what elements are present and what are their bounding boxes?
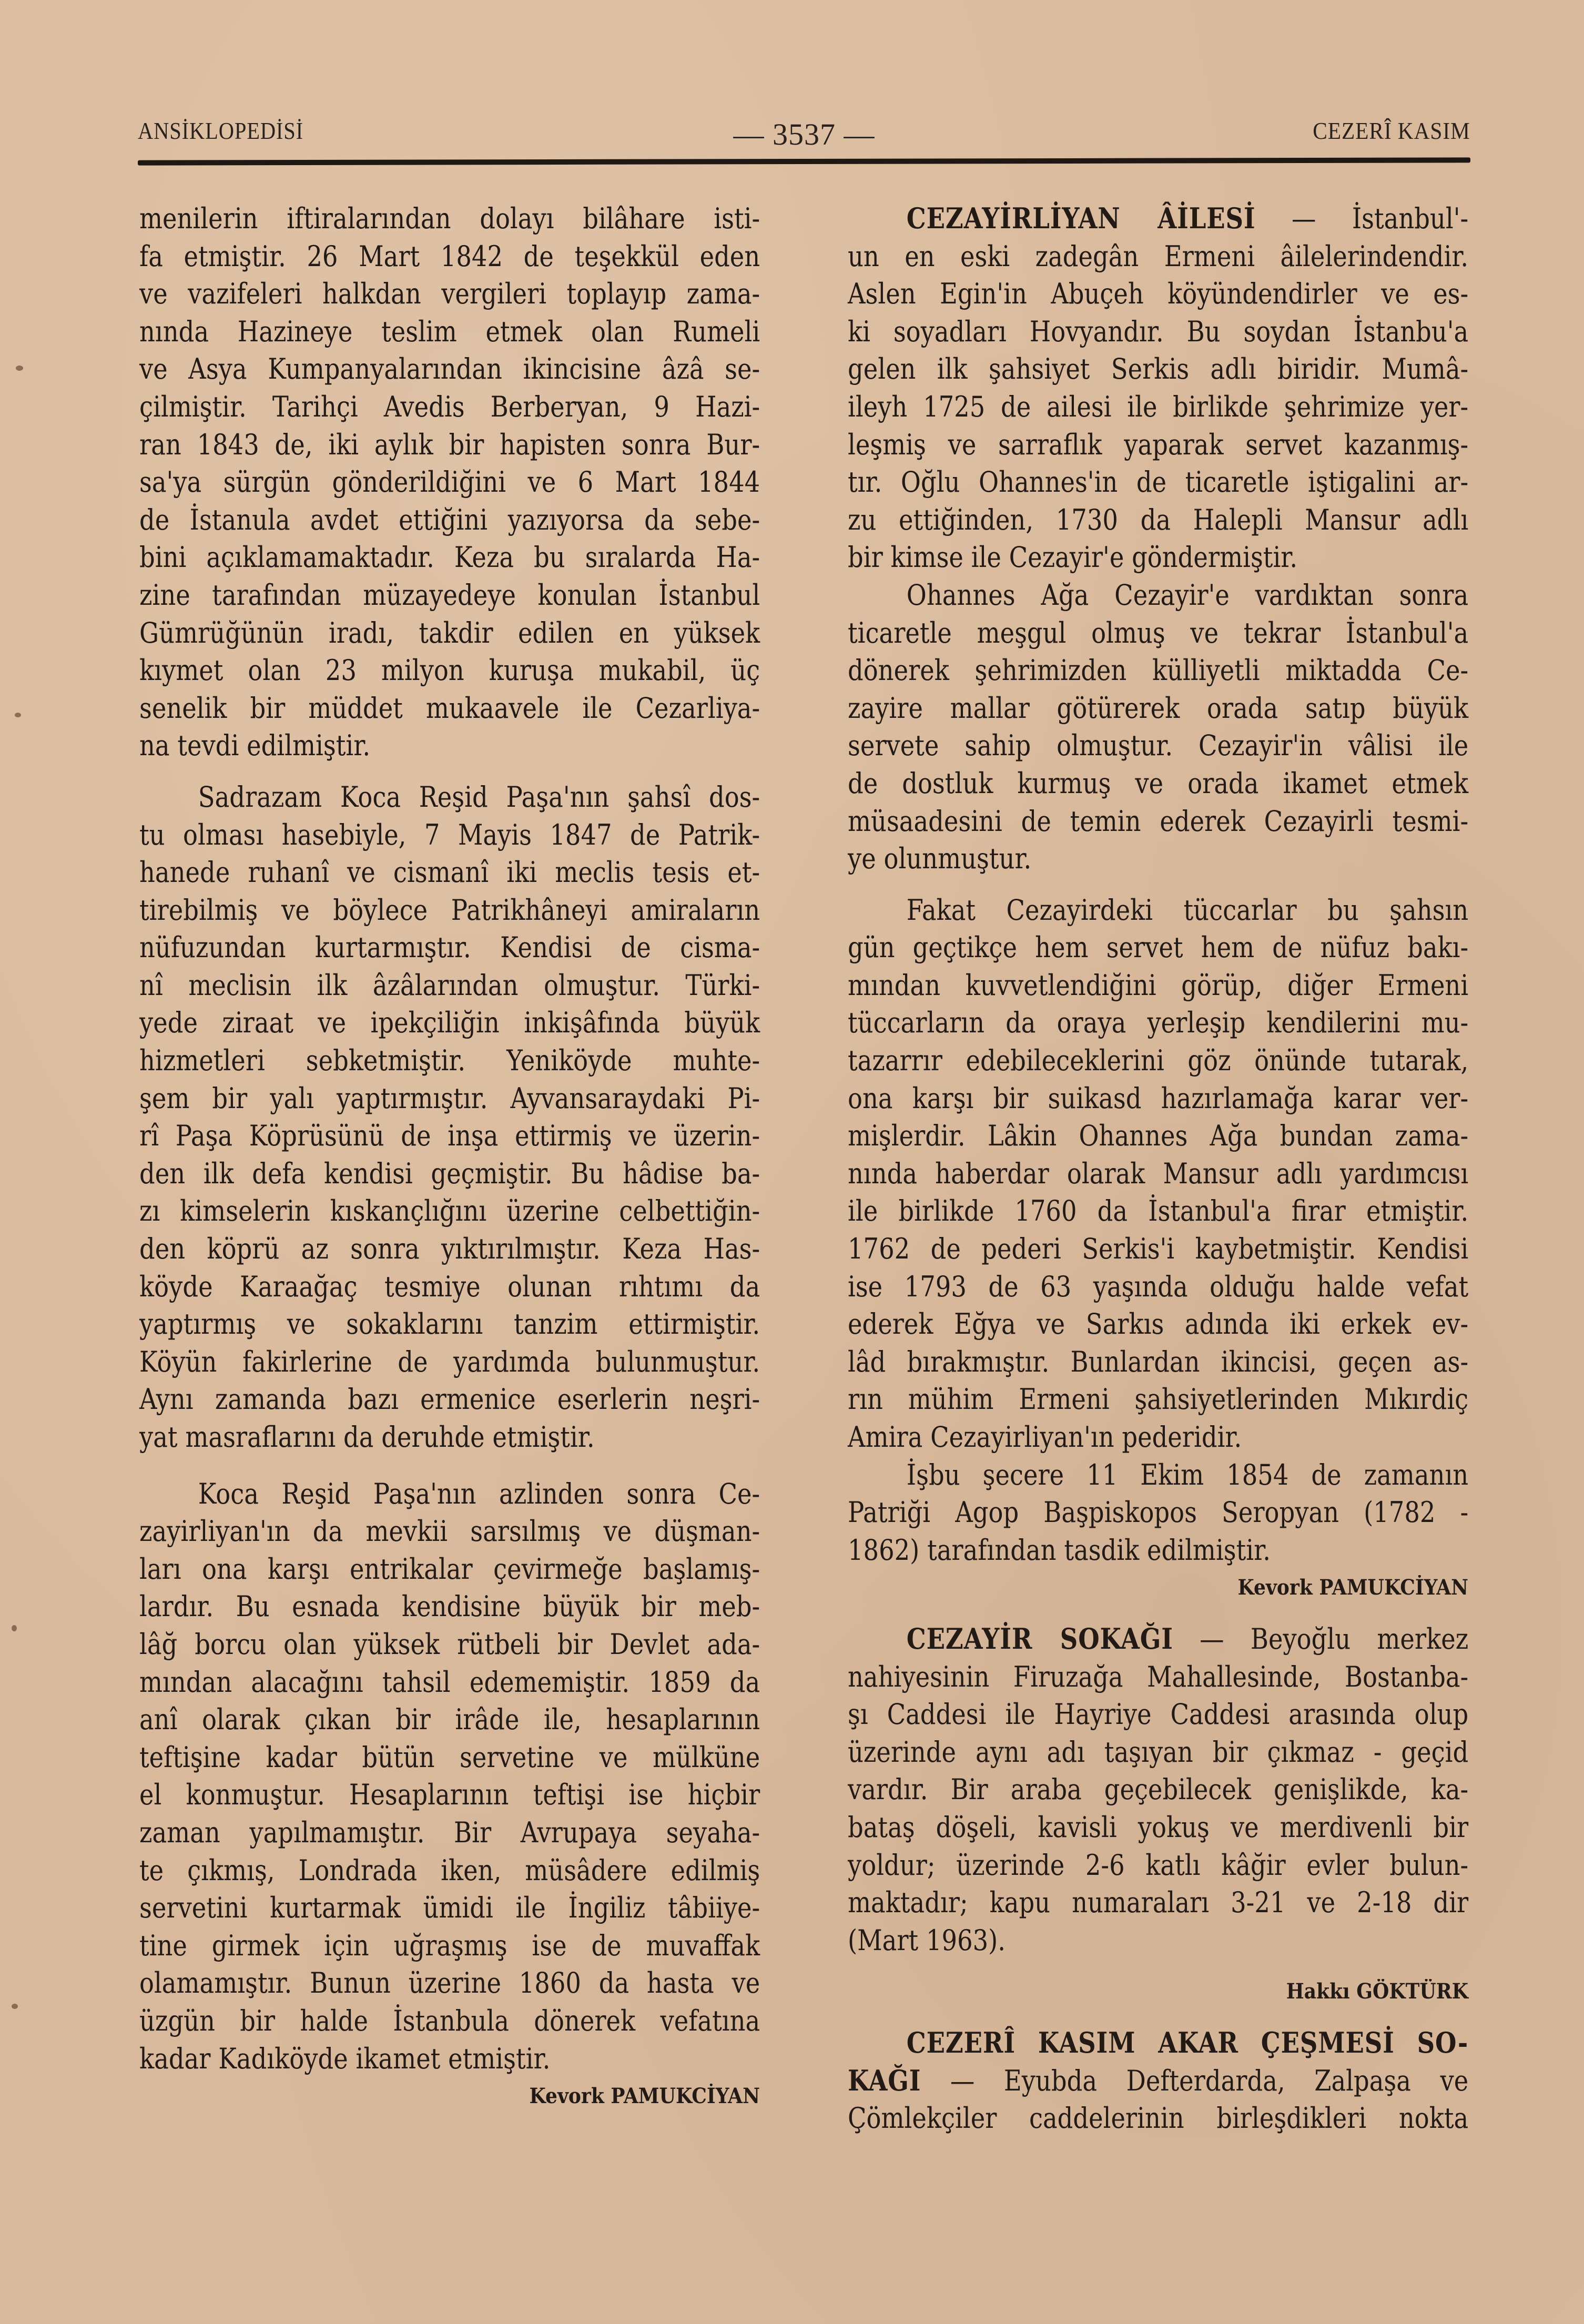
- entry-lead-text: — Beyoğlu merkez: [1200, 1622, 1469, 1656]
- text-line: çilmiştir. Tarihçi Avedis Berberyan, 9 Hazi-: [139, 390, 760, 423]
- text-line: ye olunmuştur.: [848, 842, 1032, 876]
- entry-term: CEZAYİRLİYAN ÂİLESİ: [906, 201, 1256, 235]
- text-line: ran 1843 de, iki aylık bir hapisten sonra Bur-: [139, 428, 760, 461]
- text-line: Koca Reşid Paşa'nın azlinden sonra Ce-: [198, 1477, 760, 1510]
- entry-term: KAĞI: [848, 2063, 921, 2097]
- text-line: zayire mallar götürerek orada satıp büyük: [848, 691, 1469, 725]
- text-line: tazarrır edebileceklerini göz önünde tutarak,: [848, 1044, 1469, 1078]
- text-line: den köprü az sonra yıktırılmıştır. Keza Has-: [139, 1232, 760, 1266]
- text-line: dönerek şehrimizden külliyetli miktadda Ce-: [848, 654, 1469, 687]
- text-line: bataş döşeli, kavisli yokuş ve merdivenli bir: [848, 1810, 1469, 1844]
- text-line: Çömlekçiler caddelerinin birleşdikleri nokta: [848, 2102, 1469, 2135]
- text-line: ile birlikde 1760 da İstanbul'a firar etmiştir.: [848, 1194, 1469, 1228]
- entry-gap: [848, 1607, 1468, 1620]
- text-line: Köyün fakirlerine de yardımda bulunmuştur.: [139, 1345, 760, 1378]
- text-line: köyde Karaağaç tesmiye olunan rıhtımı da: [139, 1270, 760, 1303]
- paragraph: [139, 1475, 760, 2078]
- text-line: nında Hazineye teslim etmek olan Rumeli: [139, 314, 760, 348]
- text-line: menilerin iftiralarından dolayı bilâhare isti-: [139, 202, 760, 235]
- text-line: un en eski zadegân Ermeni âilelerindendir.: [848, 239, 1469, 273]
- paragraph-gap: [848, 1959, 1468, 1973]
- text-line: (Mart 1963).: [848, 1923, 1006, 1957]
- text-line: ederek Eğya ve Sarkıs adında iki erkek ev-: [848, 1307, 1469, 1341]
- text-line: Fakat Cezayirdeki tüccarlar bu şahsın: [906, 893, 1469, 927]
- entry-first-line: [848, 2062, 1468, 2100]
- paper-speck: [12, 2004, 18, 2009]
- entry-cezeri-kasim-akar-cesmesi-sokagi: [848, 2024, 1468, 2137]
- text-line: ticaretle meşgul olmuş ve tekrar İstanbul'a: [848, 616, 1469, 649]
- paper-speck: [16, 366, 23, 371]
- text-line: tır. Oğlu Ohannes'in de ticaretle iştigalini ar-: [848, 465, 1469, 499]
- entry-lead-text: — Eyubda Defterdarda, Zalpaşa ve: [950, 2064, 1469, 2097]
- text-line: Aslen Egin'in Abuçeh köyündendirler ve es-: [848, 277, 1469, 311]
- paragraph-gap: [139, 765, 760, 778]
- text-line: olamamıştır. Bunun üzerine 1860 da hasta ve: [139, 1966, 760, 2000]
- text-line: yoldur; üzerinde 2-6 katlı kâğir evler bulun-: [848, 1848, 1469, 1882]
- text-line: ileyh 1725 de ailesi ile birlikde şehrimize yer-: [848, 390, 1469, 423]
- text-line: yat masraflarını da deruhde etmiştir.: [139, 1420, 595, 1454]
- text-line: nî meclisin ilk âzâlarından olmuştur. Türki-: [139, 968, 760, 1002]
- author-signature: Kevork PAMUKCİYAN: [1237, 1575, 1468, 1600]
- text-line: na tevdi edilmiştir.: [139, 729, 371, 763]
- page-number: — 3537 —: [733, 117, 875, 151]
- text-line: vardır. Bir araba geçebilecek genişlikde, ka-: [848, 1773, 1469, 1807]
- text-line: mişlerdir. Lâkin Ohannes Ağa bundan zama-: [848, 1119, 1469, 1153]
- text-line: bir kimse ile Cezayir'e göndermiştir.: [848, 541, 1298, 574]
- text-line: yede ziraat ve ipekçiliğin inkişâfında büyük: [139, 1006, 760, 1040]
- text-line: tüccarların da oraya yerleşip kendilerini mu-: [848, 1006, 1469, 1040]
- text-line: ise 1793 de 63 yaşında olduğu halde vefat: [848, 1270, 1469, 1303]
- text-line: el konmuştur. Hesaplarının teftişi ise hiçbir: [139, 1778, 760, 1812]
- paragraph-gap: [848, 878, 1468, 891]
- text-line: sa'ya sürgün gönderildiğini ve 6 Mart 1844: [139, 465, 760, 499]
- text-line: de dostluk kurmuş ve orada ikamet etmek: [848, 766, 1469, 800]
- text-line: den ilk defa kendisi geçmiştir. Bu hâdise ba-: [139, 1156, 760, 1190]
- text-line: leşmiş ve sarraflık yaparak servet kazanmış-: [848, 428, 1469, 461]
- text-line: servete sahip olmuştur. Cezayir'in vâlisi ile: [848, 729, 1469, 763]
- entry-cezayirliyan-ailesi: [848, 200, 1468, 1607]
- text-line: zayirliyan'ın da mevkii sarsılmış ve düşman-: [139, 1515, 760, 1548]
- text-line: lâğ borcu olan yüksek rütbeli bir Devlet ada-: [139, 1627, 760, 1661]
- entry-gap: [848, 2011, 1468, 2024]
- text-line: hanede ruhanî ve cismanî iki meclis tesis et-: [139, 856, 760, 889]
- text-line: Aynı zamanda bazı ermenice eserlerin neşri-: [139, 1383, 760, 1416]
- text-line: yaptırmış ve sokaklarını tanzim ettirmiştir.: [139, 1307, 760, 1341]
- right-column: [848, 200, 1468, 2137]
- author-signature: Kevork PAMUKCİYAN: [529, 2084, 760, 2109]
- text-line: rın mühim Ermeni şahsiyetlerinden Mıkırdiç: [848, 1383, 1469, 1416]
- paragraph: [139, 200, 760, 765]
- text-line: ları ona karşı entrikalar çevirmeğe başlamış-: [139, 1552, 760, 1586]
- text-line: üzerinde aynı adı taşıyan bir çıkmaz - geçid: [848, 1735, 1469, 1769]
- paper-speck: [15, 713, 21, 717]
- text-line: ve Asya Kumpanyalarından ikincisine âzâ se-: [139, 352, 760, 386]
- text-line: anî olarak çıkan bir irâde ile, hesaplarının: [139, 1703, 760, 1737]
- text-line: şem bir yalı yaptırmıştır. Ayvansaraydaki Pi-: [139, 1081, 760, 1115]
- text-line: tu olması hasebiyle, 7 Mayis 1847 de Patrik-: [139, 818, 760, 851]
- text-line: zu ettiğinden, 1730 da Halepli Mansur adlı: [848, 503, 1469, 536]
- text-line: ona karşı bir suikasd hazırlamağa karar ver-: [848, 1081, 1469, 1115]
- paper-speck: [12, 1625, 17, 1631]
- entry-term: CEZAYİR SOKAĞI: [906, 1621, 1173, 1656]
- entry-term: CEZERÎ KASIM AKAR ÇEŞMESİ SO-: [906, 2025, 1469, 2059]
- text-line: maktadır; kapu numaraları 3-21 ve 2-18 dir: [848, 1886, 1469, 1920]
- left-column: [139, 200, 760, 2115]
- text-line: Gümrüğünün iradı, takdir edilen en yüksek: [139, 616, 760, 649]
- text-line: gün geçtikçe hem servet hem de nüfuz bakı-: [848, 931, 1469, 965]
- entry-first-line: [848, 200, 1468, 238]
- text-line: tine girmek için uğraşmış ise de muvaffak: [139, 1929, 760, 1962]
- text-line: gelen ilk şahsiyet Serkis adlı biridir. Mumâ-: [848, 352, 1469, 386]
- text-line: bini açıklamamaktadır. Keza bu sıralarda Ha-: [139, 541, 760, 574]
- text-line: nında haberdar olarak Mansur adlı yardımcısı: [848, 1156, 1469, 1190]
- text-line: Sadrazam Koca Reşid Paşa'nın şahsî dos-: [198, 780, 760, 814]
- text-line: kıymet olan 23 milyon kuruşa mukabil, üç: [139, 654, 760, 687]
- text-line: ki soyadları Hovyandır. Bu soydan İstanbu'a: [848, 314, 1469, 348]
- text-line: 1762 de pederi Serkis'i kaybetmiştir. Kendisi: [848, 1232, 1469, 1266]
- text-line: zı kimselerin kıskançlığını üzerine celbettiğin-: [139, 1194, 760, 1228]
- text-line: te çıkmış, Londrada iken, müsâdere edilmiş: [139, 1853, 760, 1887]
- header-right-title: CEZERÎ KASIM: [1313, 117, 1470, 144]
- entry-lead-text: — İstanbul'-: [1291, 202, 1469, 235]
- text-line: Ohannes Ağa Cezayir'e vardıktan sonra: [906, 578, 1469, 612]
- text-line: rî Paşa Köprüsünü de inşa ettirmiş ve üzerin-: [139, 1119, 760, 1153]
- text-line: ve vazifeleri halkdan vergileri toplayıp zama-: [139, 277, 760, 311]
- header-rule: [138, 157, 1470, 165]
- text-line: kadar Kadıköyde ikamet etmiştir.: [139, 2042, 551, 2075]
- text-line: lardır. Bu esnada kendisine büyük bir meb-: [139, 1590, 760, 1623]
- text-line: mından kuvvetlendiğini görüp, diğer Ermeni: [848, 968, 1469, 1002]
- text-line: de İstanula avdet ettiğini yazıyorsa da sebe-: [139, 503, 760, 536]
- text-line: servetini kurtarmak ümidi ile İngiliz tâbiiye-: [139, 1891, 760, 1925]
- text-line: teftişine kadar bütün servetine ve mülküne: [139, 1740, 760, 1774]
- text-line: nahiyesinin Firuzağa Mahallesinde, Bostanba-: [848, 1660, 1469, 1693]
- text-line: zine tarafından müzayedeye konulan İstanbul: [139, 578, 760, 612]
- text-line: üzgün bir halde İstanbula dönerek vefatına: [139, 2004, 760, 2037]
- text-line: 1862) tarafından tasdik edilmiştir.: [848, 1533, 1271, 1567]
- text-line: İşbu şecere 11 Ekim 1854 de zamanın: [906, 1458, 1469, 1491]
- paragraph-gap: [139, 1456, 760, 1475]
- paragraph: [139, 778, 760, 1456]
- text-line: zaman yapılmamıştır. Bir Avrupaya seyaha-: [139, 1815, 760, 1849]
- running-header: [138, 117, 1470, 151]
- text-line: müsaadesini de temin ederek Cezayirli tesmi-: [848, 804, 1469, 838]
- text-line: Amira Cezayirliyan'ın pederidir.: [848, 1420, 1242, 1454]
- header-left-title: ANSİKLOPEDİSİ: [138, 117, 304, 144]
- entry-first-line: [848, 1620, 1468, 1658]
- text-line: senelik bir müddet mukaavele ile Cezarliya-: [139, 691, 760, 725]
- text-line: Patriği Agop Başpiskopos Seropyan (1782 -: [848, 1496, 1469, 1529]
- text-line: şı Caddesi ile Hayriye Caddesi arasında olup: [848, 1698, 1469, 1731]
- text-line: lâd bırakmıştır. Bunlardan ikincisi, geçen as-: [848, 1345, 1469, 1378]
- text-line: tirebilmiş ve böylece Patrikhâneyi amiraların: [139, 893, 760, 927]
- entry-term-line: [848, 2024, 1468, 2062]
- text-line: fa etmiştir. 26 Mart 1842 de teşekkül eden: [139, 239, 760, 273]
- text-line: mından alacağını tahsil edememiştir. 1859 da: [139, 1665, 760, 1699]
- author-signature: Hakkı GÖKTÜRK: [1286, 1979, 1468, 2004]
- text-line: hizmetleri sebketmiştir. Yeniköyde muhte-: [139, 1044, 760, 1078]
- text-line: nüfuzundan kurtarmıştır. Kendisi de cisma-: [139, 931, 760, 965]
- entry-cezayir-sokagi: [848, 1620, 1468, 2011]
